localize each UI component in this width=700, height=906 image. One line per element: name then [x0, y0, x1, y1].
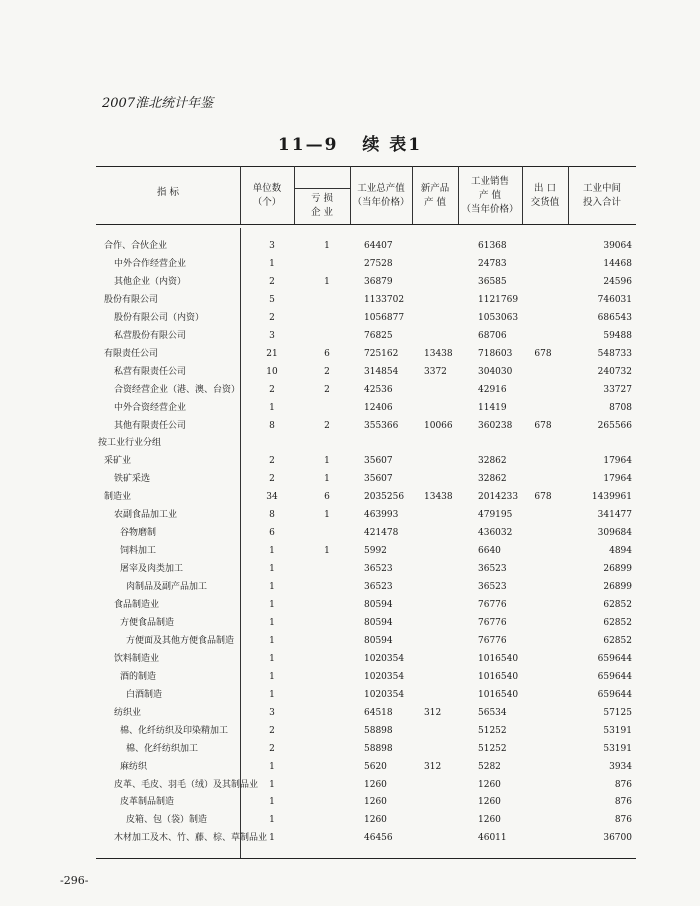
row-indicator: 酒的制造 — [120, 671, 157, 682]
row-indicator: 合资经营企业（港、澳、台资） — [114, 384, 241, 395]
cell-intermediate: 8708 — [609, 402, 632, 413]
table-row — [0, 328, 700, 345]
table-row — [0, 453, 700, 470]
cell-new-product: 312 — [424, 707, 442, 718]
table-row — [0, 651, 700, 668]
row-indicator: 中外合作经营企业 — [114, 258, 187, 269]
cell-units: 6 — [269, 528, 275, 539]
cell-intermediate: 17964 — [603, 474, 632, 485]
table-row — [0, 830, 700, 847]
cell-units: 8 — [269, 420, 275, 431]
table-row — [0, 471, 700, 488]
cell-sales: 56534 — [478, 707, 507, 718]
cell-intermediate: 876 — [614, 815, 632, 826]
row-indicator: 制造业 — [104, 492, 132, 503]
cell-sales: 36523 — [478, 582, 507, 593]
row-indicator: 饮料制造业 — [114, 653, 160, 664]
cell-units: 2 — [269, 276, 275, 287]
row-indicator: 按工业行业分组 — [98, 438, 162, 449]
cell-output: 1020354 — [364, 653, 405, 664]
cell-intermediate: 659644 — [597, 671, 632, 682]
table-bottom-rule — [96, 858, 636, 859]
table-row — [0, 400, 700, 417]
table-row — [0, 794, 700, 811]
cell-units: 1 — [269, 258, 275, 269]
cell-export: 678 — [534, 492, 552, 503]
row-indicator: 合作、合伙企业 — [104, 241, 168, 251]
cell-output: 5992 — [364, 546, 387, 557]
cell-output: 1056877 — [364, 312, 405, 323]
cell-units: 8 — [269, 510, 275, 521]
cell-output: 58898 — [364, 725, 393, 736]
cell-intermediate: 876 — [614, 797, 632, 808]
cell-sales: 36585 — [478, 276, 507, 287]
row-indicator: 其他有限责任公司 — [114, 420, 187, 431]
cell-output: 5620 — [364, 761, 387, 772]
header-sales: 工业销售 产 值 （当年价格） — [461, 176, 519, 215]
cell-loss: 1 — [324, 276, 330, 287]
row-indicator: 饲料加工 — [120, 546, 157, 557]
cell-export: 678 — [534, 348, 552, 359]
row-indicator: 棉、化纤纺织及印染精加工 — [120, 725, 229, 736]
cell-sales: 36523 — [478, 564, 507, 575]
cell-sales: 76776 — [478, 635, 507, 646]
cell-loss: 6 — [324, 492, 330, 503]
cell-units: 21 — [266, 348, 278, 359]
table-number: 11—9 — [277, 135, 339, 155]
cell-sales: 76776 — [478, 600, 507, 610]
cell-loss: 2 — [324, 420, 330, 431]
table-row — [0, 310, 700, 327]
table-row — [0, 777, 700, 794]
cell-intermediate: 14468 — [603, 258, 632, 269]
cell-intermediate: 659644 — [597, 653, 632, 664]
row-indicator: 农副食品加工业 — [114, 510, 178, 521]
cell-new-product: 10066 — [424, 420, 453, 431]
cell-output: 35607 — [364, 456, 393, 467]
cell-output: 58898 — [364, 743, 393, 754]
cell-output: 64518 — [364, 707, 393, 718]
cell-loss: 1 — [324, 546, 330, 557]
table-row — [0, 579, 700, 596]
cell-loss: 6 — [324, 348, 330, 359]
table-row — [0, 238, 700, 255]
cell-units: 3 — [269, 707, 275, 718]
cell-sales: 11419 — [478, 402, 507, 413]
table-row — [0, 705, 700, 722]
table-row — [0, 759, 700, 776]
cell-units: 1 — [269, 582, 275, 593]
row-indicator: 白酒制造 — [126, 689, 163, 700]
cell-sales: 61368 — [478, 241, 507, 251]
row-indicator: 有限责任公司 — [104, 348, 159, 359]
cell-intermediate: 24596 — [603, 276, 632, 287]
row-indicator: 股份有限公司 — [104, 294, 159, 305]
row-indicator: 谷物磨制 — [120, 528, 157, 539]
cell-sales: 304030 — [478, 366, 513, 377]
cell-output: 36523 — [364, 564, 393, 575]
cell-output: 35607 — [364, 474, 393, 485]
table-row — [0, 418, 700, 435]
cell-units: 10 — [266, 366, 278, 377]
cell-units: 5 — [269, 294, 275, 305]
cell-intermediate: 17964 — [603, 456, 632, 467]
table-row — [0, 543, 700, 560]
cell-sales: 360238 — [478, 420, 513, 431]
cell-sales: 1016540 — [478, 653, 519, 664]
table-row — [0, 741, 700, 758]
cell-units: 3 — [269, 330, 275, 341]
header-new-product: 新产品 产 值 — [420, 183, 450, 208]
cell-intermediate: 53191 — [603, 743, 632, 754]
cell-sales: 1016540 — [478, 671, 519, 682]
cell-units: 34 — [266, 492, 278, 503]
row-indicator: 棉、化纤纺织加工 — [126, 743, 199, 754]
cell-units: 2 — [269, 743, 275, 754]
row-indicator: 皮箱、包（袋）制造 — [126, 815, 208, 826]
cell-intermediate: 33727 — [603, 384, 632, 395]
page-number: -296- — [60, 874, 89, 887]
cell-intermediate: 341477 — [597, 510, 632, 521]
header-intermediate: 工业中间 投入合计 — [582, 183, 621, 208]
cell-sales: 1260 — [478, 779, 501, 790]
row-indicator: 皮革制品制造 — [120, 797, 175, 808]
row-indicator: 股份有限公司（内资） — [114, 312, 205, 323]
cell-units: 2 — [269, 384, 275, 395]
header-export: 出 口 交货值 — [530, 183, 560, 208]
cell-loss: 1 — [324, 241, 330, 251]
cell-output: 1020354 — [364, 689, 405, 700]
cell-sales: 436032 — [478, 528, 513, 539]
cell-output: 46456 — [364, 833, 393, 844]
row-indicator: 采矿业 — [104, 456, 132, 467]
cell-intermediate: 1439961 — [591, 492, 632, 503]
cell-units: 1 — [269, 689, 275, 700]
cell-output: 1260 — [364, 797, 387, 808]
cell-intermediate: 57125 — [603, 707, 632, 718]
cell-sales: 479195 — [478, 510, 513, 521]
cell-loss: 1 — [324, 456, 330, 467]
cell-units: 1 — [269, 653, 275, 664]
cell-output: 27528 — [364, 258, 393, 269]
cell-export: 678 — [534, 420, 552, 431]
cell-intermediate: 309684 — [597, 528, 632, 539]
cell-sales: 42916 — [478, 384, 507, 395]
cell-units: 1 — [269, 617, 275, 628]
row-indicator: 其他企业（内资） — [114, 276, 187, 287]
indicator-divider — [240, 228, 241, 858]
cell-units: 1 — [269, 815, 275, 826]
table-row — [0, 435, 700, 452]
row-indicator: 中外合资经营企业 — [114, 402, 187, 413]
cell-sales: 51252 — [478, 725, 507, 736]
cell-new-product: 13438 — [424, 348, 453, 359]
table-row — [0, 489, 700, 506]
cell-sales: 2014233 — [478, 492, 519, 503]
cell-intermediate: 746031 — [597, 294, 632, 305]
cell-units: 2 — [269, 474, 275, 485]
cell-sales: 1260 — [478, 815, 501, 826]
row-indicator: 木材加工及木、竹、藤、棕、草制品业 — [114, 833, 268, 844]
table-row — [0, 633, 700, 650]
header-loss: 亏 损 企 业 — [310, 193, 334, 218]
row-indicator: 皮革、毛皮、羽毛（绒）及其制品业 — [114, 779, 259, 790]
cell-intermediate: 240732 — [597, 366, 632, 377]
cell-loss: 2 — [324, 366, 330, 377]
cell-output: 80594 — [364, 600, 393, 610]
cell-new-product: 312 — [424, 761, 442, 772]
row-indicator: 食品制造业 — [114, 600, 160, 610]
cell-sales: 24783 — [478, 258, 507, 269]
cell-intermediate: 59488 — [603, 330, 632, 341]
cell-units: 1 — [269, 761, 275, 772]
cell-sales: 76776 — [478, 617, 507, 628]
cell-intermediate: 3934 — [609, 761, 632, 772]
cell-intermediate: 876 — [614, 779, 632, 790]
table-row — [0, 525, 700, 542]
table-row — [0, 669, 700, 686]
table-row — [0, 615, 700, 632]
table-row — [0, 812, 700, 829]
cell-output: 421478 — [364, 528, 399, 539]
cell-units: 1 — [269, 635, 275, 646]
row-indicator: 私营股份有限公司 — [114, 330, 187, 341]
cell-sales: 32862 — [478, 456, 507, 467]
cell-sales: 1121769 — [478, 294, 519, 305]
table-row — [0, 723, 700, 740]
cell-loss: 1 — [324, 510, 330, 521]
cell-intermediate: 26899 — [603, 564, 632, 575]
cell-units: 1 — [269, 564, 275, 575]
cell-sales: 32862 — [478, 474, 507, 485]
cell-units: 1 — [269, 797, 275, 808]
cell-output: 725162 — [364, 348, 399, 359]
cell-output: 1260 — [364, 815, 387, 826]
cell-intermediate: 62852 — [603, 635, 632, 646]
cell-output: 80594 — [364, 617, 393, 628]
cell-intermediate: 62852 — [603, 617, 632, 628]
cell-sales: 1016540 — [478, 689, 519, 700]
table-row — [0, 687, 700, 704]
cell-sales: 46011 — [478, 833, 507, 844]
table-subtitle: 续 表1 — [362, 135, 423, 155]
cell-output: 76825 — [364, 330, 393, 341]
cell-output: 36523 — [364, 582, 393, 593]
cell-intermediate: 659644 — [597, 689, 632, 700]
cell-output: 355366 — [364, 420, 399, 431]
row-indicator: 纺织业 — [114, 707, 142, 718]
cell-intermediate: 62852 — [603, 600, 632, 610]
table-row — [0, 382, 700, 399]
cell-sales: 68706 — [478, 330, 507, 341]
cell-output: 1260 — [364, 779, 387, 790]
cell-output: 314854 — [364, 366, 399, 377]
header-output: 工业总产值 （当年价格） — [352, 183, 410, 208]
cell-intermediate: 548733 — [597, 348, 632, 359]
row-indicator: 肉制品及副产品加工 — [126, 582, 208, 593]
cell-units: 2 — [269, 312, 275, 323]
cell-output: 64407 — [364, 241, 393, 251]
table-row — [0, 561, 700, 578]
row-indicator: 方便食品制造 — [120, 617, 175, 628]
cell-intermediate: 39064 — [603, 241, 632, 251]
cell-units: 2 — [269, 725, 275, 736]
table-row — [0, 597, 700, 614]
cell-units: 1 — [269, 600, 275, 610]
cell-output: 1020354 — [364, 671, 405, 682]
table-row — [0, 292, 700, 309]
cell-intermediate: 265566 — [597, 420, 632, 431]
cell-units: 1 — [269, 671, 275, 682]
row-indicator: 私营有限责任公司 — [114, 366, 187, 377]
table-row — [0, 256, 700, 273]
cell-output: 2035256 — [364, 492, 405, 503]
cell-intermediate: 26899 — [603, 582, 632, 593]
cell-intermediate: 36700 — [603, 833, 632, 844]
header-indicator: 指 标 — [156, 187, 180, 198]
cell-loss: 2 — [324, 384, 330, 395]
cell-output: 80594 — [364, 635, 393, 646]
cell-loss: 1 — [324, 474, 330, 485]
row-indicator: 屠宰及肉类加工 — [120, 564, 184, 575]
cell-intermediate: 53191 — [603, 725, 632, 736]
row-indicator: 方便面及其他方便食品制造 — [126, 635, 235, 646]
cell-output: 42536 — [364, 384, 393, 395]
table-row — [0, 274, 700, 291]
cell-units: 2 — [269, 456, 275, 467]
cell-units: 1 — [269, 546, 275, 557]
header-units: 单位数 （个） — [252, 183, 282, 208]
table-row — [0, 507, 700, 524]
cell-units: 1 — [269, 779, 275, 790]
cell-new-product: 3372 — [424, 366, 447, 377]
row-indicator: 铁矿采选 — [114, 474, 151, 485]
yearbook-header: 2007淮北统计年鉴 — [102, 96, 214, 111]
cell-units: 1 — [269, 402, 275, 413]
cell-output: 36879 — [364, 276, 393, 287]
cell-sales: 1260 — [478, 797, 501, 808]
cell-output: 1133702 — [364, 294, 405, 305]
cell-sales: 718603 — [478, 348, 513, 359]
cell-sales: 5282 — [478, 761, 501, 772]
cell-units: 3 — [269, 241, 275, 251]
cell-output: 12406 — [364, 402, 393, 413]
table-row — [0, 346, 700, 363]
cell-output: 463993 — [364, 510, 399, 521]
cell-sales: 6640 — [478, 546, 501, 557]
cell-sales: 51252 — [478, 743, 507, 754]
table-row — [0, 364, 700, 381]
cell-intermediate: 686543 — [597, 312, 632, 323]
cell-units: 1 — [269, 833, 275, 844]
cell-intermediate: 4894 — [609, 546, 632, 557]
row-indicator: 麻纺织 — [120, 761, 148, 772]
cell-sales: 1053063 — [478, 312, 519, 323]
cell-new-product: 13438 — [424, 492, 453, 503]
